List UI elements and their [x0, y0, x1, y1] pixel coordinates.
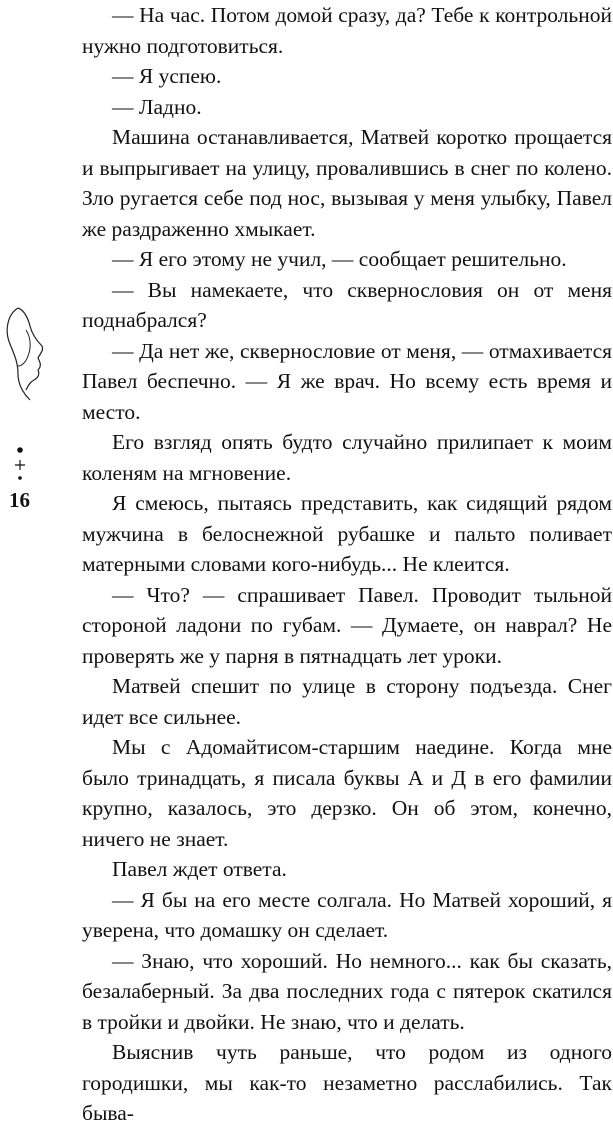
paragraph: Выяснив чуть раньше, что родом из одного городишки, мы как-то незаметно расслабились. Так быва- [82, 1040, 612, 1125]
paragraph: Мы с Адомайтисом-старшим наедине. Когда мне было тринадцать, я писала буквы А и Д в его фамилии крупно, казалось, это дерзко. Он об этом, конечно, ничего не знает. [82, 735, 612, 851]
paragraph: — Да нет же, сквернословие от меня, — отмахивается Павел беспечно. — Я же врач. Но всему есть время и место. [82, 338, 612, 424]
paragraph: Матвей спешит по улице в сторону подъезда. Снег идет все сильнее. [82, 674, 612, 729]
paragraph: — Я его этому не учил, — сообщает решительно. [112, 247, 567, 271]
paragraph: Я смеюсь, пытаясь представить, как сидящий рядом мужчина в белоснежной рубашке и пальто поливает матерными словами кого-нибудь... Не клеится. [82, 491, 612, 576]
sparkle-icon [15, 460, 25, 470]
page-number: 16 [9, 488, 30, 512]
paragraph: — Я бы на его месте солгала. Но Матвей хороший, я уверена, что домашку он сделает. [82, 887, 612, 942]
body-text [82, 0, 612, 1129]
paragraph: — Вы намекаете, что сквернословия он от меня поднабрался? [82, 277, 612, 332]
paragraph: Павел ждет ответа. [112, 857, 287, 881]
dot-icon [17, 447, 23, 453]
paragraph: — Ладно. [112, 94, 202, 119]
paragraph: — Что? — спрашивает Павел. Проводит тыльной стороной ладони по губам. — Думаете, он наврал? Не проверять же у парня в пятнадцать лет уроки. [82, 582, 612, 668]
face-profile-icon [0, 300, 60, 560]
paragraph: — Я успею. [112, 64, 222, 88]
paragraph: — На час. Потом домой сразу, да? Тебе к контрольной нужно подготовиться. [82, 3, 612, 58]
paragraph: Его взгляд опять будто случайно прилипает к моим коленям на мгновение. [82, 430, 612, 485]
paragraph: — Знаю, что хороший. Но немного... как бы сказать, безалаберный. За два последних года с пятерок скатился в тройки и двойки. Не знаю, что и делать. [82, 948, 612, 1034]
paragraph: Машина останавливается, Матвей коротко прощается и выпрыгивает на улицу, провалившись в снег по колено. Зло ругается себе под нос, вызывая у меня улыбку, Павел же раздраженно хмыкает. [82, 125, 612, 241]
